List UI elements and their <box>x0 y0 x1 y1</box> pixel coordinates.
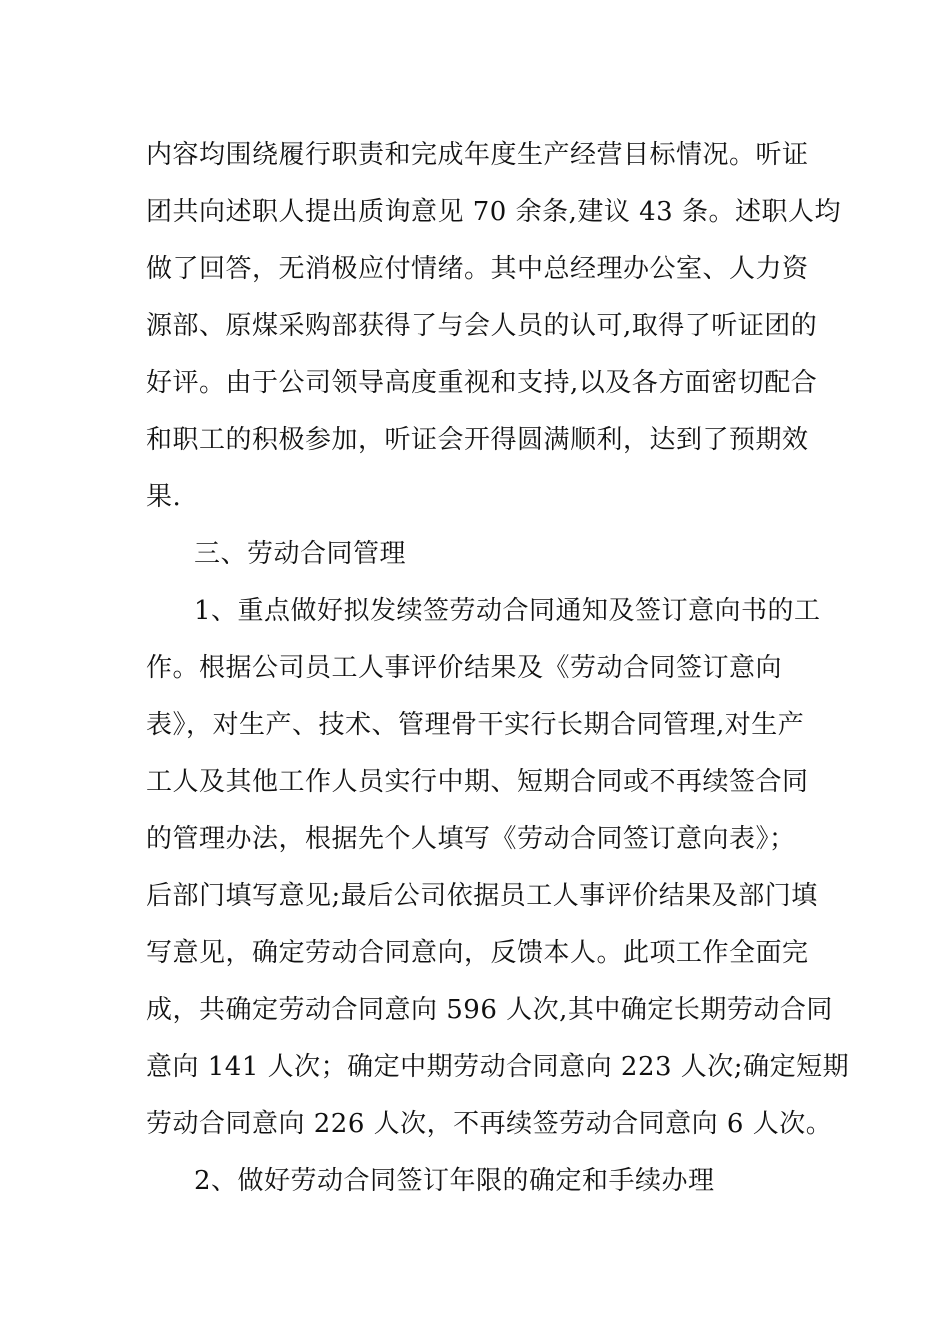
paragraph-line: 成，共确定劳动合同意向 596 人次,其中确定长期劳动合同 <box>146 995 833 1025</box>
paragraph-line: 写意见，确定劳动合同意向，反馈本人。此项工作全面完 <box>146 938 809 968</box>
paragraph-line: 团共向述职人提出质询意见 70 余条,建议 43 条。述职人均 <box>146 197 841 227</box>
paragraph-line: 劳动合同意向 226 人次，不再续签劳动合同意向 6 人次。 <box>146 1109 833 1139</box>
subsection-heading: 2、做好劳动合同签订年限的确定和手续办理 <box>194 1166 715 1196</box>
section-heading: 三、劳动合同管理 <box>194 539 407 569</box>
paragraph-line: 1、重点做好拟发续签劳动合同通知及签订意向书的工 <box>194 596 821 626</box>
paragraph-line: 作。根据公司员工人事评价结果及《劳动合同签订意向 <box>146 653 783 683</box>
paragraph-line: 意向 141 人次；确定中期劳动合同意向 223 人次;确定短期 <box>146 1052 850 1082</box>
paragraph-line: 做了回答，无消极应付情绪。其中总经理办公室、人力资 <box>146 254 809 284</box>
paragraph-line: 工人及其他工作人员实行中期、短期合同或不再续签合同 <box>146 767 809 797</box>
paragraph-line: 表》，对生产、技术、管理骨干实行长期合同管理,对生产 <box>146 710 805 740</box>
paragraph-line: 的管理办法，根据先个人填写《劳动合同签订意向表》； <box>146 824 796 854</box>
paragraph-line: 和职工的积极参加，听证会开得圆满顺利，达到了预期效 <box>146 425 809 455</box>
paragraph-line: 好评。由于公司领导高度重视和支持,以及各方面密切配合 <box>146 368 818 398</box>
paragraph-line: 源部、原煤采购部获得了与会人员的认可,取得了听证团的 <box>146 311 818 341</box>
paragraph-line: 后部门填写意见;最后公司依据员工人事评价结果及部门填 <box>146 881 818 911</box>
paragraph-line: 内容均围绕履行职责和完成年度生产经营目标情况。听证 <box>146 140 809 170</box>
paragraph-line: 果. <box>146 482 182 512</box>
